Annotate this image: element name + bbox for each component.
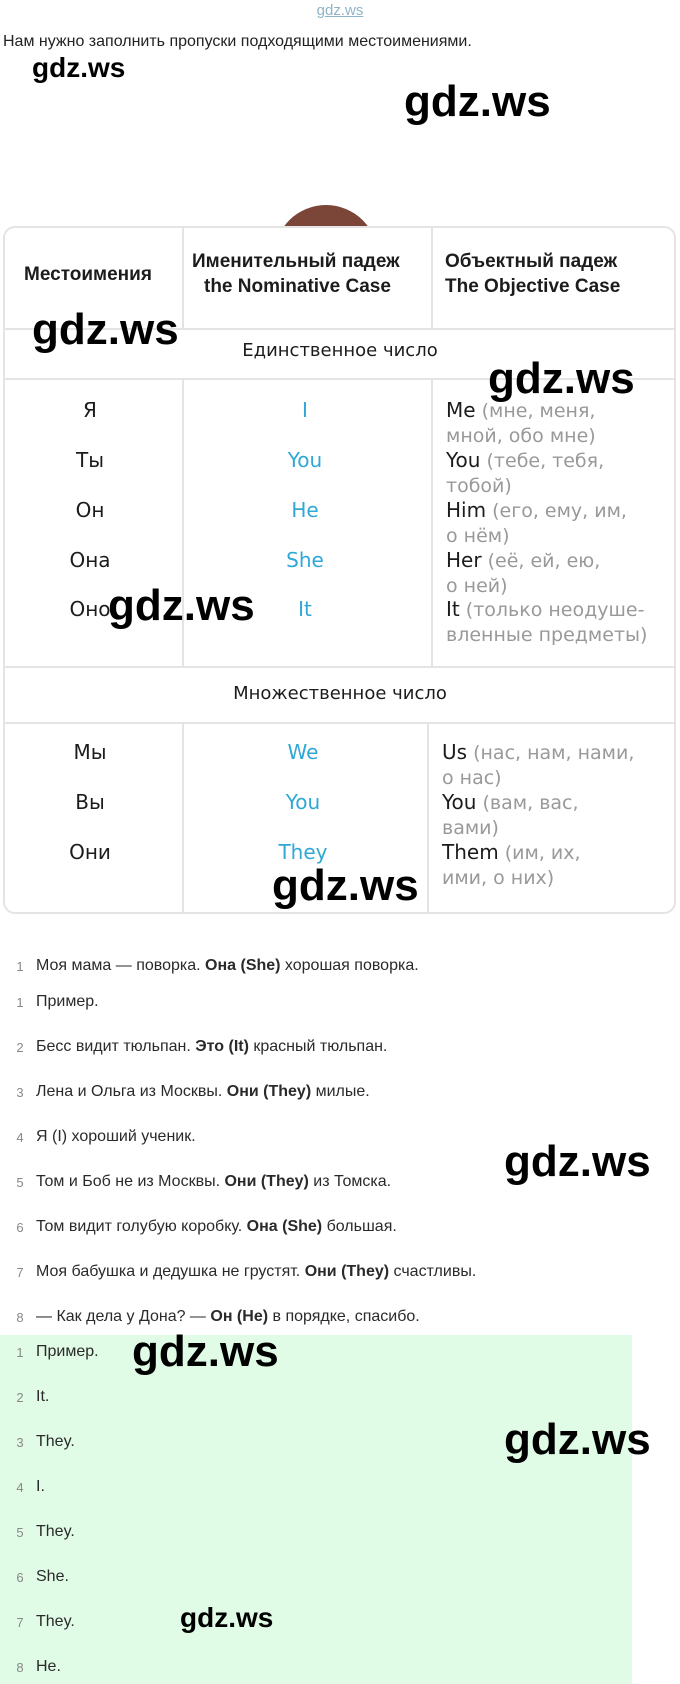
objective-pronoun: You (вам, вас, вами) — [442, 790, 579, 839]
header-objective-ru: Объектный падеж — [445, 251, 618, 272]
nominative-pronoun: She — [286, 548, 324, 572]
ru-pronoun: Мы — [73, 740, 107, 764]
watermark: gdz.ws — [132, 1327, 279, 1376]
header-objective-en: The Objective Case — [445, 276, 621, 297]
site-link[interactable]: gdz.ws — [316, 2, 364, 19]
nominative-pronoun: You — [285, 790, 321, 814]
nominative-pronoun: It — [298, 597, 312, 621]
col-divider — [431, 378, 433, 668]
header-nominative-en: the Nominative Case — [204, 276, 391, 297]
watermark: gdz.ws — [180, 1602, 274, 1633]
ru-pronoun: Они — [69, 840, 111, 864]
nominative-pronoun: They — [278, 840, 328, 864]
watermark: gdz.ws — [272, 861, 419, 910]
row-divider — [5, 666, 674, 668]
watermark: gdz.ws — [488, 354, 635, 403]
objective-pronoun: Him (его, ему, им, о нём) — [446, 498, 627, 547]
objective-pronoun: Them (им, их, ими, о них) — [442, 840, 581, 889]
answers-panel — [0, 1335, 632, 1684]
col-divider — [431, 228, 433, 330]
nominative-pronoun: He — [291, 498, 319, 522]
nominative-pronoun: You — [287, 448, 323, 472]
objective-pronoun: You (тебе, тебя, тобой) — [446, 448, 605, 497]
intro-text: Нам нужно заполнить пропуски подходящими местоимениями. — [3, 33, 472, 50]
row-divider — [5, 722, 674, 724]
watermark: gdz.ws — [504, 1415, 651, 1464]
watermark: gdz.ws — [32, 305, 179, 354]
ru-pronoun: Вы — [75, 790, 105, 814]
watermark: gdz.ws — [108, 581, 255, 630]
header-nominative-ru: Именительный падеж — [192, 251, 400, 272]
watermark: gdz.ws — [504, 1137, 651, 1186]
objective-pronoun: Me (мне, меня, мной, обо мне) — [446, 398, 596, 447]
col-divider — [182, 228, 184, 330]
ru-pronoun: Она — [69, 548, 111, 572]
nominative-pronoun: I — [302, 398, 308, 422]
objective-pronoun: It (только неодуше- вленные предметы) — [446, 597, 648, 646]
ru-pronoun: Я — [83, 398, 97, 422]
watermark: gdz.ws — [32, 52, 126, 83]
singular-section-title: Единственное число — [242, 340, 438, 361]
watermark: gdz.ws — [404, 77, 551, 126]
nominative-pronoun: We — [287, 740, 319, 764]
plural-section-title: Множественное число — [233, 683, 447, 704]
ru-pronoun: Он — [75, 498, 105, 522]
objective-pronoun: Us (нас, нам, нами, о нас) — [442, 740, 635, 789]
objective-pronoun: Her (её, ей, ею, о ней) — [446, 548, 601, 597]
ru-pronoun: Ты — [75, 448, 104, 472]
header-pronouns: Местоимения — [24, 264, 152, 285]
ru-pronoun: Оно — [69, 597, 111, 621]
